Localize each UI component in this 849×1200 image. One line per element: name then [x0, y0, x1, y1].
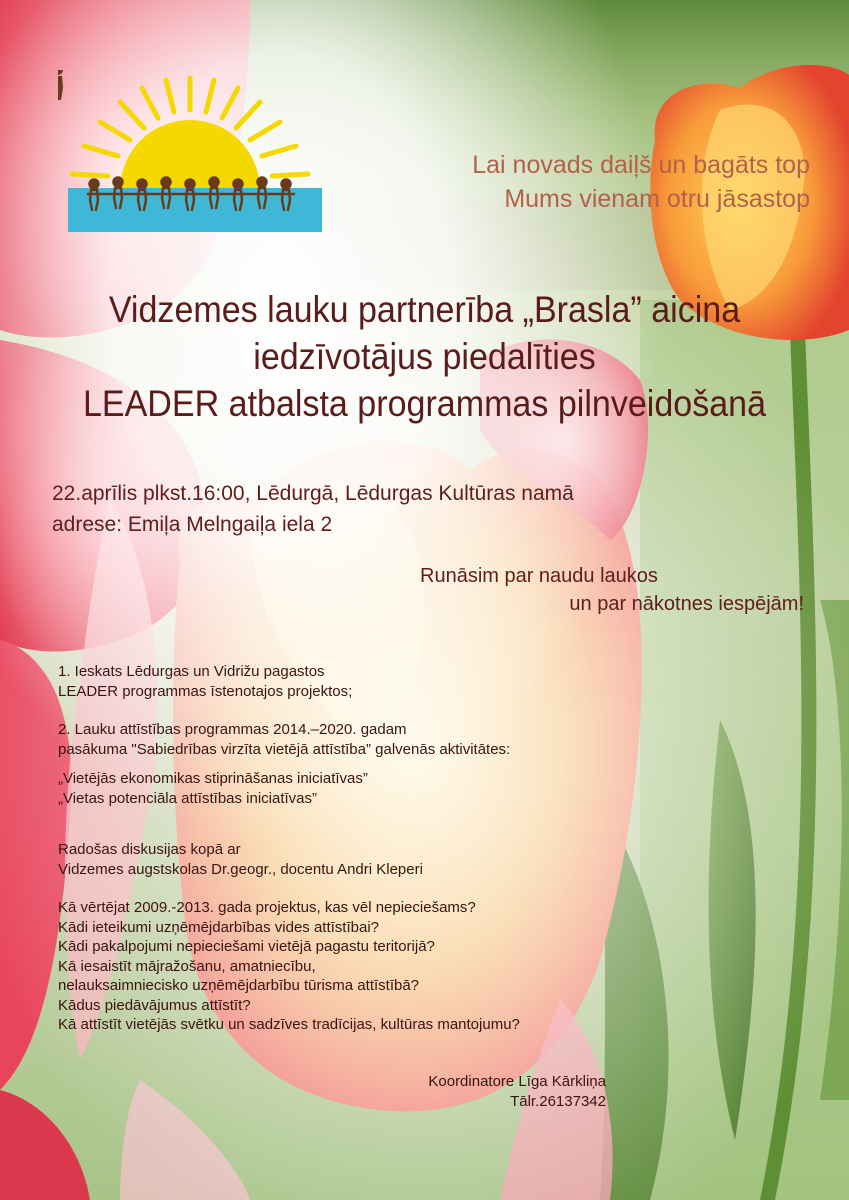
- event-date-place: 22.aprīlis plkst.16:00, Lēdurgā, Lēdurgas Kultūras namā: [52, 482, 574, 505]
- title-line-2: iedzīvotājus piedalīties: [253, 336, 596, 377]
- question-2: Kādi ieteikumi uzņēmējdarbības vides attīstībai?: [58, 918, 380, 936]
- question-3: Kādi pakalpojumi nepieciešami vietējā pagastu teritorijā?: [58, 938, 435, 955]
- agenda-item-1-line-1: 1. Ieskats Lēdurgas un Vidrižu pagastos: [58, 663, 325, 680]
- agenda-item-2-line-2: pasākuma "Sabiedrības virzīta vietējā attīstība” galvenās aktivitātes:: [58, 740, 511, 758]
- question-5: nelauksaimniecisko uzņēmējdarbību tūrisma attīstībā?: [58, 977, 420, 994]
- slogan: [370, 148, 810, 216]
- talk-line-2: un par nākotnes iespējām!: [569, 593, 804, 615]
- discussion-line-2: Vidzemes augstskolas Dr.geogr., docentu Andri Kleperi: [58, 860, 423, 878]
- slogan-line-2: Mums vienam otru jāsastop: [504, 185, 810, 213]
- agenda-body: [58, 662, 658, 1035]
- main-title: [34, 286, 815, 427]
- question-1: Kā vērtējat 2009.-2013. gada projektus, kas vēl nepieciešams?: [58, 899, 476, 916]
- coordinator-phone: Tālr.26137342: [510, 1093, 606, 1110]
- event-details: [52, 478, 574, 540]
- sun-logo: [58, 70, 326, 238]
- question-4: Kā iesaistīt mājražošanu, amatniecību,: [58, 957, 316, 975]
- talk-line-1: Runāsim par naudu laukos: [420, 565, 658, 587]
- slogan-line-1: Lai novads daiļš un bagāts top: [472, 151, 810, 179]
- initiative-1: „Vietējās ekonomikas stiprināšanas iniciatīvas”: [58, 770, 368, 787]
- title-line-1: Vidzemes lauku partnerība „Brasla” aicina: [108, 289, 741, 330]
- agenda-item-1-line-2: LEADER programmas īstenotajos projektos;: [58, 682, 353, 700]
- talk-tagline: [420, 562, 804, 618]
- discussion-line-1: Radošas diskusijas kopā ar: [58, 841, 241, 858]
- coordinator: [386, 1072, 606, 1112]
- title-line-3: LEADER atbalsta programmas pilnveidošanā: [82, 383, 767, 424]
- initiative-2: „Vietas potenciāla attīstības iniciatīvas”: [58, 789, 318, 807]
- coordinator-name: Koordinatore Līga Kārkliņa: [428, 1073, 606, 1090]
- event-address: adrese: Emiļa Melngaiļa iela 2: [52, 513, 333, 536]
- question-6: Kādus piedāvājumus attīstīt?: [58, 996, 251, 1014]
- question-7: Kā attīstīt vietējās svētku un sadzīves tradīcijas, kultūras mantojumu?: [58, 1016, 520, 1033]
- agenda-item-2-line-1: 2. Lauku attīstības programmas 2014.–2020. gadam: [58, 721, 407, 738]
